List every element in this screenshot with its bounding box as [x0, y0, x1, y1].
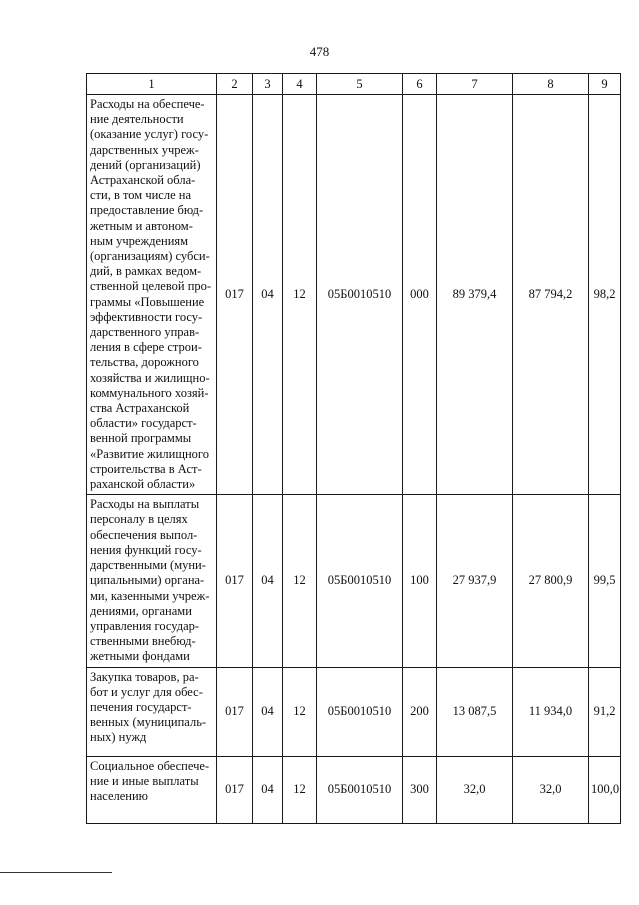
planned-amount: 89 379,4 [437, 95, 513, 495]
expense-type-code: 000 [403, 95, 437, 495]
target-item-code: 05Б0010510 [317, 95, 403, 495]
ministry-code: 017 [217, 667, 253, 756]
table-row [87, 756, 621, 823]
budget-table [86, 73, 621, 824]
planned-amount: 13 087,5 [437, 667, 513, 756]
header-cell-5: 5 [317, 74, 403, 95]
actual-amount: 27 800,9 [513, 495, 589, 667]
header-cell-6: 6 [403, 74, 437, 95]
subsection-code: 12 [283, 667, 317, 756]
section-code: 04 [253, 756, 283, 823]
expense-description: Расходы на обеспече-ние деятельности (оказание услуг) госу-дарственных учреж-дений (организаций) Астраханской обла-сти, в том числе на предоставление бюд-жетным и автоном-ным учреждениям (организациям) субси-дий, в рамках ведом-ственной целевой про-граммы «Повышение эффективности госу-дарственного управ-ления в сфере строи-тельства, дорожного хозяйства и жилищно-коммунального хозяй-ства Астраханской области» государст-венной программы «Развитие жилищного строительства в Аст-раханской области» [87, 95, 217, 495]
header-cell-2: 2 [217, 74, 253, 95]
ministry-code: 017 [217, 756, 253, 823]
subsection-code: 12 [283, 95, 317, 495]
expense-description: Социальное обеспече-ние и иные выплаты населению [87, 756, 217, 823]
expense-type-code: 200 [403, 667, 437, 756]
actual-amount: 32,0 [513, 756, 589, 823]
target-item-code: 05Б0010510 [317, 756, 403, 823]
expense-description: Закупка товаров, ра-бот и услуг для обес-печения государст-венных (муниципаль-ных) нужд [87, 667, 217, 756]
section-code: 04 [253, 495, 283, 667]
execution-percent: 99,5 [589, 495, 621, 667]
expense-type-code: 300 [403, 756, 437, 823]
actual-amount: 11 934,0 [513, 667, 589, 756]
planned-amount: 27 937,9 [437, 495, 513, 667]
execution-percent: 91,2 [589, 667, 621, 756]
execution-percent: 100,0 [589, 756, 621, 823]
execution-percent: 98,2 [589, 95, 621, 495]
header-cell-9: 9 [589, 74, 621, 95]
expense-description: Расходы на выплаты персоналу в целях обеспечения выпол-нения функций госу-дарственными (муни-ципальными) органа-ми, казенными учреж-дениями, органами управления государ-ственными внебюд-жетными фондами [87, 495, 217, 667]
expense-type-code: 100 [403, 495, 437, 667]
header-cell-4: 4 [283, 74, 317, 95]
footnote-divider [0, 872, 112, 873]
section-code: 04 [253, 95, 283, 495]
target-item-code: 05Б0010510 [317, 667, 403, 756]
table-row [87, 495, 621, 667]
target-item-code: 05Б0010510 [317, 495, 403, 667]
ministry-code: 017 [217, 495, 253, 667]
subsection-code: 12 [283, 495, 317, 667]
header-row [87, 74, 621, 95]
section-code: 04 [253, 667, 283, 756]
header-cell-3: 3 [253, 74, 283, 95]
table-row [87, 95, 621, 495]
table-row [87, 667, 621, 756]
actual-amount: 87 794,2 [513, 95, 589, 495]
planned-amount: 32,0 [437, 756, 513, 823]
page-number: 478 [309, 44, 330, 59]
header-cell-7: 7 [437, 74, 513, 95]
header-cell-1: 1 [87, 74, 217, 95]
ministry-code: 017 [217, 95, 253, 495]
subsection-code: 12 [283, 756, 317, 823]
header-cell-8: 8 [513, 74, 589, 95]
